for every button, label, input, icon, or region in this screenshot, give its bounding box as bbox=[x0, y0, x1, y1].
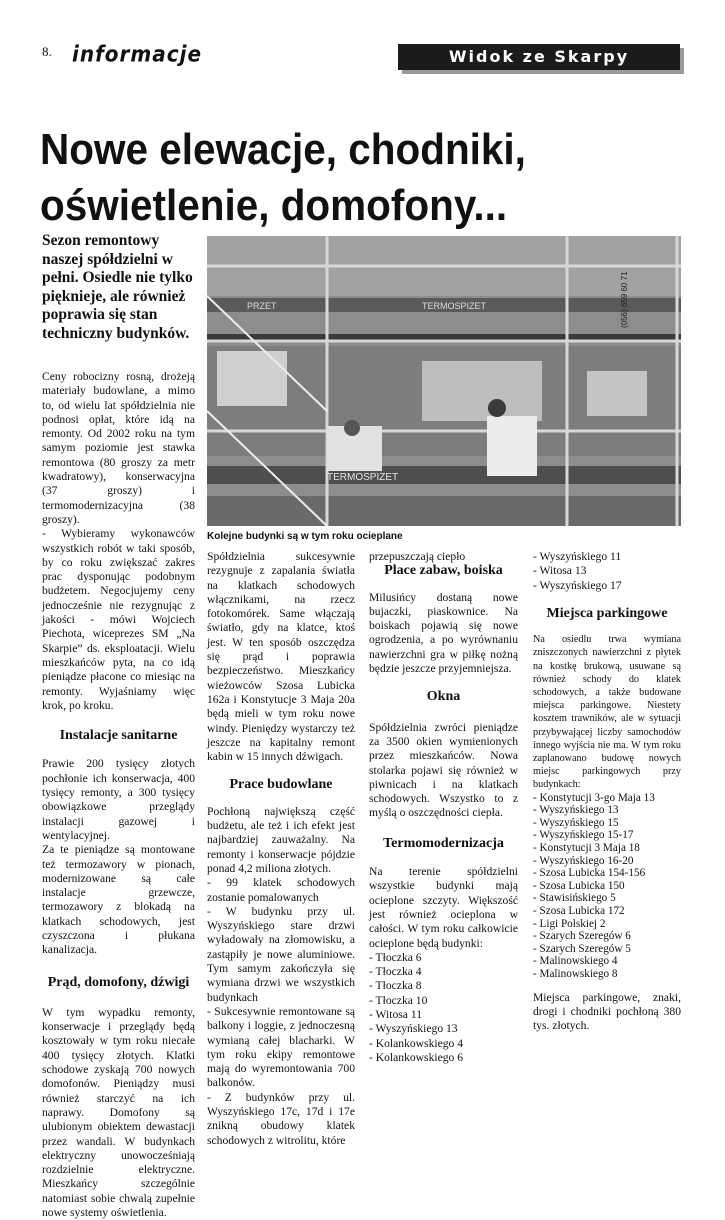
col4-paragraph-2: Miejsca parkingowe, znaki, drogi i chodniki pochłoną 380 tys. złotych. bbox=[533, 990, 681, 1033]
list-item: - Ligi Polskiej 2 bbox=[533, 917, 606, 930]
heading-prace: Prace budowlane bbox=[229, 777, 333, 793]
headline-line-2: oświetlenie, domofony... bbox=[40, 181, 508, 230]
heading-parking: Miejsca parkingowe bbox=[546, 605, 668, 621]
column-3 bbox=[369, 550, 518, 1065]
phone-text: (056) 659 60 71 bbox=[620, 271, 629, 328]
list-item: - Malinowskiego 4 bbox=[533, 955, 618, 968]
list-item: - Witosa 11 bbox=[369, 1008, 422, 1022]
col4-top-list bbox=[533, 550, 681, 593]
col2-paragraph-2: Pochłoną największą część budżetu, ale też i ich efekt jest najbardziej zauważalny. Na remonty i konserwacje pójdzie ponad 4,2 miliona złotych. bbox=[207, 804, 355, 875]
page-number: 8. bbox=[42, 44, 52, 59]
list-item: - Wyszyńskiego 11 bbox=[533, 550, 622, 563]
list-item: - Wyszyńskiego 15-17 bbox=[533, 829, 634, 842]
column-2 bbox=[207, 550, 355, 1148]
col2-paragraph-1: Spółdzielnia sukcesywnie rezygnuje z zapalania światła na klatkach schodowych włącznikami, na rzecz fotokomórek. Same włączają światło, gdy na klatce, ktoś jest. W ten sposób oszczędza się prąd i poprawia bezpieczeństwo. Mieszkańcy wieżowców Szosa Lubicka 162a i Konstytucje 3 Maja 20a będą mieli w tym roku nowe windy. Pieniędzy wystarczy też jeszcze na kapitalny remont kabin w 15 innych dźwigach. bbox=[207, 550, 355, 764]
col2-list-1: - 99 klatek schodowych zostanie pomalowanych bbox=[207, 876, 355, 904]
headline-line-1: Nowe elewacje, chodniki, bbox=[40, 125, 526, 174]
list-item: - Witosa 13 bbox=[533, 564, 587, 578]
column-1 bbox=[42, 370, 195, 1220]
banner-text-mid: TERMOSPIZET bbox=[422, 301, 487, 311]
list-item: - Stawisińskiego 5 bbox=[533, 892, 616, 905]
list-item: - Szosa Lubicka 150 bbox=[533, 879, 625, 892]
col4-parking-list bbox=[533, 792, 681, 981]
column-4 bbox=[533, 550, 681, 1033]
list-item: - Konstytucji 3-go Maja 13 bbox=[533, 791, 655, 804]
col3-paragraph-2: Spółdzielnia zwróci pieniądze za 3500 okien wymienionych przez mieszkańców. Nowa stolarka pojawi się również w piwnicach i na klatkach schodowych. Wszystko to z myślą o oszczędności ciepła. bbox=[369, 720, 518, 820]
list-item: - Konstytucji 3 Maja 18 bbox=[533, 842, 640, 854]
list-item: - Tłoczka 4 bbox=[369, 965, 422, 979]
scaffolding-photo bbox=[207, 236, 681, 526]
masthead: Widok ze Skarpy bbox=[398, 44, 680, 70]
list-item: - Szosa Lubicka 172 bbox=[533, 904, 625, 917]
worker-right bbox=[487, 416, 537, 476]
heading-termo: Termomodernizacja bbox=[383, 835, 504, 851]
col1-paragraph-2: - Wybieramy wykonawców wszystkich robót w taki sposób, by co roku zwiększać zakres prac dysponując podobnym budżetem. Negocjujemy ceny jednocześnie nie rezygnując z jakości - mówi Wojciech Piechota, wiceprezes SM „Na Skarpie” ds. eksploatacji. Wielu mieszkańców pyta, na co idą pieniądze płacone co miesiąc na remonty. Wyjaśniamy więc krok, po kroku. bbox=[42, 527, 195, 712]
list-item: - Kolankowskiego 4 bbox=[369, 1036, 464, 1050]
col4-paragraph-1: Na osiedlu trwa wymiana zniszczonych nawierzchni z płytek na kostkę brukową, usuwane są również schody do klatek schodowych, a także budowane miejsca parkingowe. Niestety kosztem trawników, ale w sytuacji przybywającej liczby samochodów innego wyjścia nie ma. W tym roku zaplanowano budowę nowych miejsc parkingowych przy budynkach: bbox=[533, 634, 681, 791]
heading-okna: Okna bbox=[426, 689, 461, 705]
banner-text-low: TERMOSPIZET bbox=[327, 472, 399, 483]
scaffolding-illustration bbox=[207, 236, 681, 526]
col3-paragraph-0: przepuszczają ciepło bbox=[369, 550, 466, 563]
list-item: - Szarych Szeregów 6 bbox=[533, 930, 631, 943]
list-item: - Kolankowskiego 6 bbox=[369, 1050, 464, 1064]
col2-list-3: - Sukcesywnie remontowane są balkony i loggie, z jednoczesną wymianą całej blacharki. W tym roku ekipy remontowe mają do wyremontowania 700 balkonów. bbox=[207, 1004, 355, 1090]
list-item: - Wyszyńskiego 17 bbox=[533, 578, 622, 592]
list-item: - Wyszyńskiego 13 bbox=[533, 804, 619, 817]
col3-paragraph-1: Milusińcy dostaną nowe bujaczki, piaskownice. Na boiskach pojawią się nowe ogrodzenia, a po wyrównaniu nawierzchni gra w piłkę nożną będzie jeszcze przyjemniejsza. bbox=[369, 590, 518, 676]
lead-paragraph: Sezon remontowy naszej spółdzielni w pełni. Osiedle nie tylko pięknieje, ale również poprawia się stan techniczny budynków. bbox=[42, 232, 193, 342]
col3-paragraph-3: Na terenie spółdzielni wszystkie budynki mają ocieplone szczyty. Większość jest również ocieplona w całości. W tym roku całkowicie ocieplone będą budynki: bbox=[369, 865, 518, 950]
headline bbox=[40, 122, 638, 234]
list-item: - Wyszyńskiego 16-20 bbox=[533, 854, 634, 867]
heading-sanitarne: Instalacje sanitarne bbox=[59, 728, 178, 744]
col1-paragraph-5: W tym wypadku remonty, konserwacje i przeglądy będą kosztowały w tym roku niecałe 400 tysięcy złotych. Klatki schodowe zyskają 700 nowych domofonów. Pieniądzy musi również starczyć na ich naprawy. Domofony są ulubionym obiektem dewastacji przez wandali. W budynkach elektryczny unowocześniają rozdzielnie elektryczne. Mieszkańcy szczególnie natomiast sobie chwalą zupełnie nowe systemy oświetlenia. bbox=[42, 1005, 195, 1220]
list-item: - Tłoczka 10 bbox=[369, 993, 428, 1007]
heading-place: Place zabaw, boiska bbox=[384, 563, 503, 579]
col2-list-2: - W budynku przy ul. Wyszyńskiego stare drzwi wyładowały na złomowisku, a zastąpiły je nowe aluminiowe. Tym samym zakończyła się wymiana drzwi we wszystkich budynkach bbox=[207, 904, 355, 1004]
photo-caption: Kolejne budynki są w tym roku ocieplane bbox=[207, 531, 403, 542]
col3-address-list bbox=[369, 951, 518, 1065]
list-item: - Tłoczka 6 bbox=[369, 950, 422, 964]
col2-list-4: - Z budynków przy ul. Wyszyńskiego 17c, 17d i 17e znikną obudowy klatek schodowych z witrolitu, które bbox=[207, 1090, 355, 1147]
list-item: - Tłoczka 8 bbox=[369, 979, 422, 993]
col1-paragraph-3: Prawie 200 tysięcy złotych pochłonie ich konserwacja, 400 tysięcy remonty, a 300 tysięcy obowiązkowe przeglądy instalacji gazowej i wentylacyjnej. bbox=[42, 757, 195, 842]
col1-paragraph-4: Za te pieniądze są montowane też termozawory w pionach, modernizowane są całe instalacje grzewcze, termozawory z blokadą na klatkach schodowych, jest czyszczona i płukana kanalizacja. bbox=[42, 843, 195, 957]
list-item: - Malinowskiego 8 bbox=[533, 967, 618, 980]
section-title: informacje bbox=[72, 40, 203, 68]
list-item: - Wyszyńskiego 13 bbox=[369, 1022, 458, 1036]
banner-text-left: PRZET bbox=[247, 301, 277, 311]
list-item: - Szosa Lubicka 154-156 bbox=[533, 867, 646, 880]
col1-paragraph-1: Ceny robocizny rosną, drożeją materiały budowlane, a mimo to, od wielu lat spółdzielnia nie podnosi opłat, które idą na remonty. Od 2002 roku na tym samym poziomie jest stawka remontowa (80 groszy za metr kwadratowy), konserwacyjna (37 groszy) i termomodernizacyjna (38 groszy). bbox=[42, 370, 195, 526]
list-item: - Wyszyńskiego 15 bbox=[533, 816, 619, 829]
heading-prad: Prąd, domofony, dźwigi bbox=[47, 974, 190, 990]
list-item: - Szarych Szeregów 5 bbox=[533, 942, 631, 955]
